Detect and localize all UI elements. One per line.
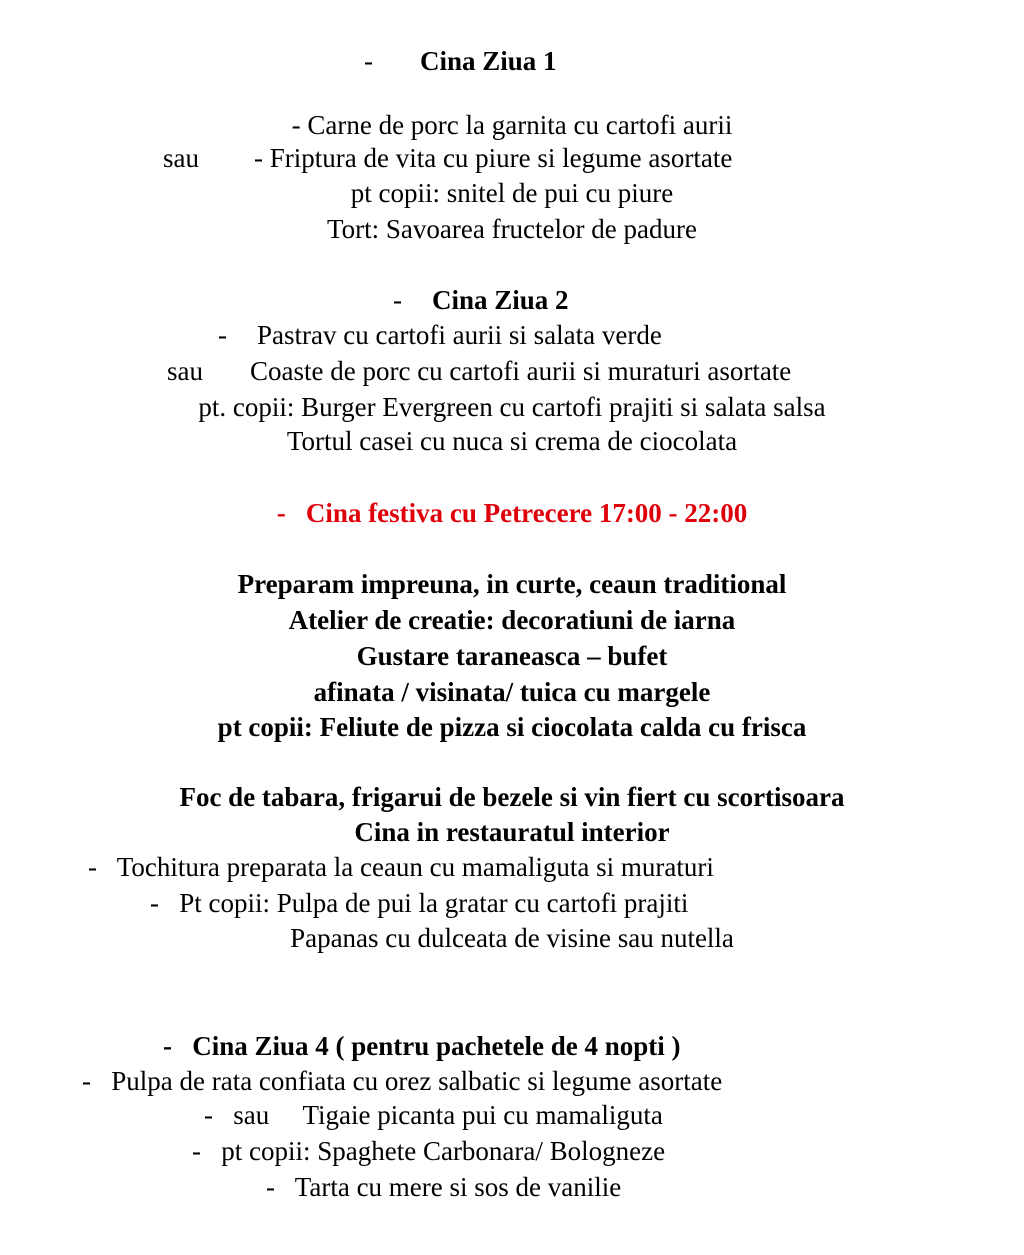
festive-activity: afinata / visinata/ tuica cu margele bbox=[313, 677, 711, 707]
day2-title: Cina Ziua 2 bbox=[432, 285, 569, 315]
day4-dessert: - Tarta cu mere si sos de vanilie bbox=[266, 1172, 622, 1202]
day1-title-dash: - bbox=[364, 46, 373, 76]
festive-item-2: - Pt copii: Pulpa de pui la gratar cu cartofi prajiti bbox=[150, 888, 689, 918]
day2-item-1-dash: - bbox=[218, 320, 227, 350]
day1-item-2: - Friptura de vita cu piure si legume asortate bbox=[254, 143, 733, 173]
festive-item-1: - Tochitura preparata la ceaun cu mamaliguta si muraturi bbox=[88, 852, 714, 882]
day1-dessert: Tort: Savoarea fructelor de padure bbox=[327, 214, 697, 244]
day2-title-dash: - bbox=[393, 285, 402, 315]
festive-dessert: Papanas cu dulceata de visine sau nutella bbox=[290, 923, 734, 953]
day4-item-2: - sau Tigaie picanta pui cu mamaliguta bbox=[204, 1100, 663, 1130]
day1-or-label: sau bbox=[163, 143, 199, 173]
festive-activity: Preparam impreuna, in curte, ceaun traditional bbox=[237, 569, 787, 599]
festive-activity: Atelier de creatie: decoratiuni de iarna bbox=[288, 605, 736, 635]
day1-kids-item: pt copii: snitel de pui cu piure bbox=[350, 178, 674, 208]
festive-activity: Gustare taraneasca – bufet bbox=[356, 641, 668, 671]
festive-activity: pt copii: Feliute de pizza si ciocolata calda cu frisca bbox=[217, 712, 807, 742]
day1-title: Cina Ziua 1 bbox=[420, 46, 557, 76]
day2-item-2: Coaste de porc cu cartofi aurii si muraturi asortate bbox=[250, 356, 792, 386]
day1-item-1: - Carne de porc la garnita cu cartofi aurii bbox=[291, 110, 733, 140]
day4-item-1: - Pulpa de rata confiata cu orez salbatic si legume asortate bbox=[82, 1066, 723, 1096]
festive-campfire: Foc de tabara, frigarui de bezele si vin fiert cu scortisoara bbox=[179, 782, 845, 812]
day2-dessert: Tortul casei cu nuca si crema de ciocolata bbox=[286, 426, 738, 456]
festive-dinner-heading: Cina in restauratul interior bbox=[354, 817, 670, 847]
day2-or-label: sau bbox=[167, 356, 203, 386]
festive-title: - Cina festiva cu Petrecere 17:00 - 22:00 bbox=[276, 498, 748, 528]
day4-title: - Cina Ziua 4 ( pentru pachetele de 4 nopti ) bbox=[163, 1031, 681, 1061]
day4-kids-item: - pt copii: Spaghete Carbonara/ Bologneze bbox=[192, 1136, 666, 1166]
day2-kids-item: pt. copii: Burger Evergreen cu cartofi prajiti si salata salsa bbox=[198, 392, 826, 422]
day2-item-1: Pastrav cu cartofi aurii si salata verde bbox=[257, 320, 662, 350]
